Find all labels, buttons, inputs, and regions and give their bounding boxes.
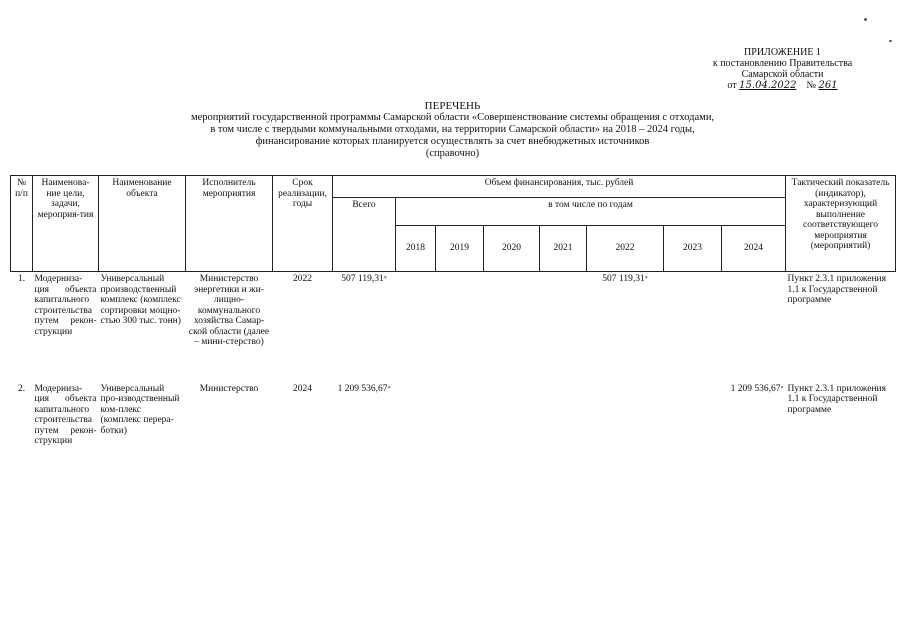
row-indicator: Пункт 2.3.1 приложения 1.1 к Государственной программе (787, 383, 886, 415)
table-row (11, 272, 896, 382)
appendix-date-line (680, 80, 885, 91)
appendix-block (680, 47, 885, 91)
row-goal: Модерниза-ция объекта капитального строительства путем рекон-струкции (34, 383, 97, 446)
title-line-4: (справочно) (425, 148, 480, 159)
header-term: Срок реализации, годы (273, 176, 333, 272)
appendix-region: Самарской области (741, 69, 824, 80)
header-year-2023: 2023 (664, 226, 722, 272)
row-object: Универсальный про-изводственный ком-плекс (комплекс перера-ботки) (100, 383, 180, 436)
row-executor: Министерство (199, 383, 259, 394)
header-year-2020: 2020 (484, 226, 540, 272)
header-executor: Исполнитель мероприятия (186, 176, 273, 272)
title-heading: ПЕРЕЧЕНЬ (424, 100, 481, 112)
row-year-2022-value: 507 119,31* (602, 274, 648, 284)
header-year-2022: 2022 (587, 226, 664, 272)
row-term: 2024 (293, 383, 312, 394)
table-row (11, 382, 896, 462)
header-by-years: в том числе по годам (396, 198, 786, 226)
date-value: 15.04.2022 (739, 80, 797, 91)
header-goal: Наименова-ние цели, задачи, мероприя-тия (33, 176, 99, 272)
row-executor: Министерство энергетики и жи-лищно-коммунального хозяйства Самар-ской области (далее – мини-стерство) (188, 274, 270, 347)
title-line-1: мероприятий государственной программы Самарской области «Совершенствование системы обращения с отходами, (190, 112, 715, 123)
title-line-2: в том числе с твердыми коммунальными отходами, на территории Самарской области» на 2018 – 2024 годы, (210, 124, 695, 135)
header-total: Всего (333, 198, 396, 272)
row-total: 1 209 536,67* (337, 383, 391, 394)
appendix-title: ПРИЛОЖЕНИЕ 1 (744, 47, 821, 58)
row-object: Универсальный производственный комплекс (комплекс сортировки мощно-стью 300 тыс. тонн) (100, 274, 181, 326)
row-indicator: Пункт 2.3.1 приложения 1.1 к Государственной программе (787, 274, 886, 305)
header-object: Наименование объекта (99, 176, 186, 272)
measures-table (10, 175, 896, 462)
header-num: № п/п (11, 176, 33, 272)
scan-speck (864, 18, 867, 21)
title-line-3: финансирование которых планируется осуществлять за счет внебюджетных источников (255, 136, 650, 147)
header-year-2021: 2021 (540, 226, 587, 272)
header-finance: Объем финансирования, тыс. рублей (333, 176, 786, 198)
header-indicator: Тактический показатель (индикатор), характеризующий выполнение соответствующего мероприятия (мероприятий) (786, 176, 896, 272)
row-term: 2022 (293, 274, 312, 284)
number-value: 261 (818, 80, 838, 91)
header-year-2018: 2018 (396, 226, 436, 272)
header-year-2024: 2024 (722, 226, 786, 272)
document-title (150, 100, 755, 160)
row-num: 2. (17, 383, 26, 394)
header-year-2019: 2019 (436, 226, 484, 272)
row-goal: Модерниза-ция объекта капитального строительства путем рекон-струкции (34, 274, 97, 337)
scan-speck (889, 40, 892, 42)
row-year-2024-value: 1 209 536,67* (730, 383, 784, 394)
row-total: 507 119,31* (341, 274, 387, 284)
number-prefix: № (806, 80, 816, 91)
appendix-resolution: к постановлению Правительства (712, 58, 853, 69)
row-num: 1. (17, 274, 26, 284)
date-prefix: от (727, 80, 737, 91)
